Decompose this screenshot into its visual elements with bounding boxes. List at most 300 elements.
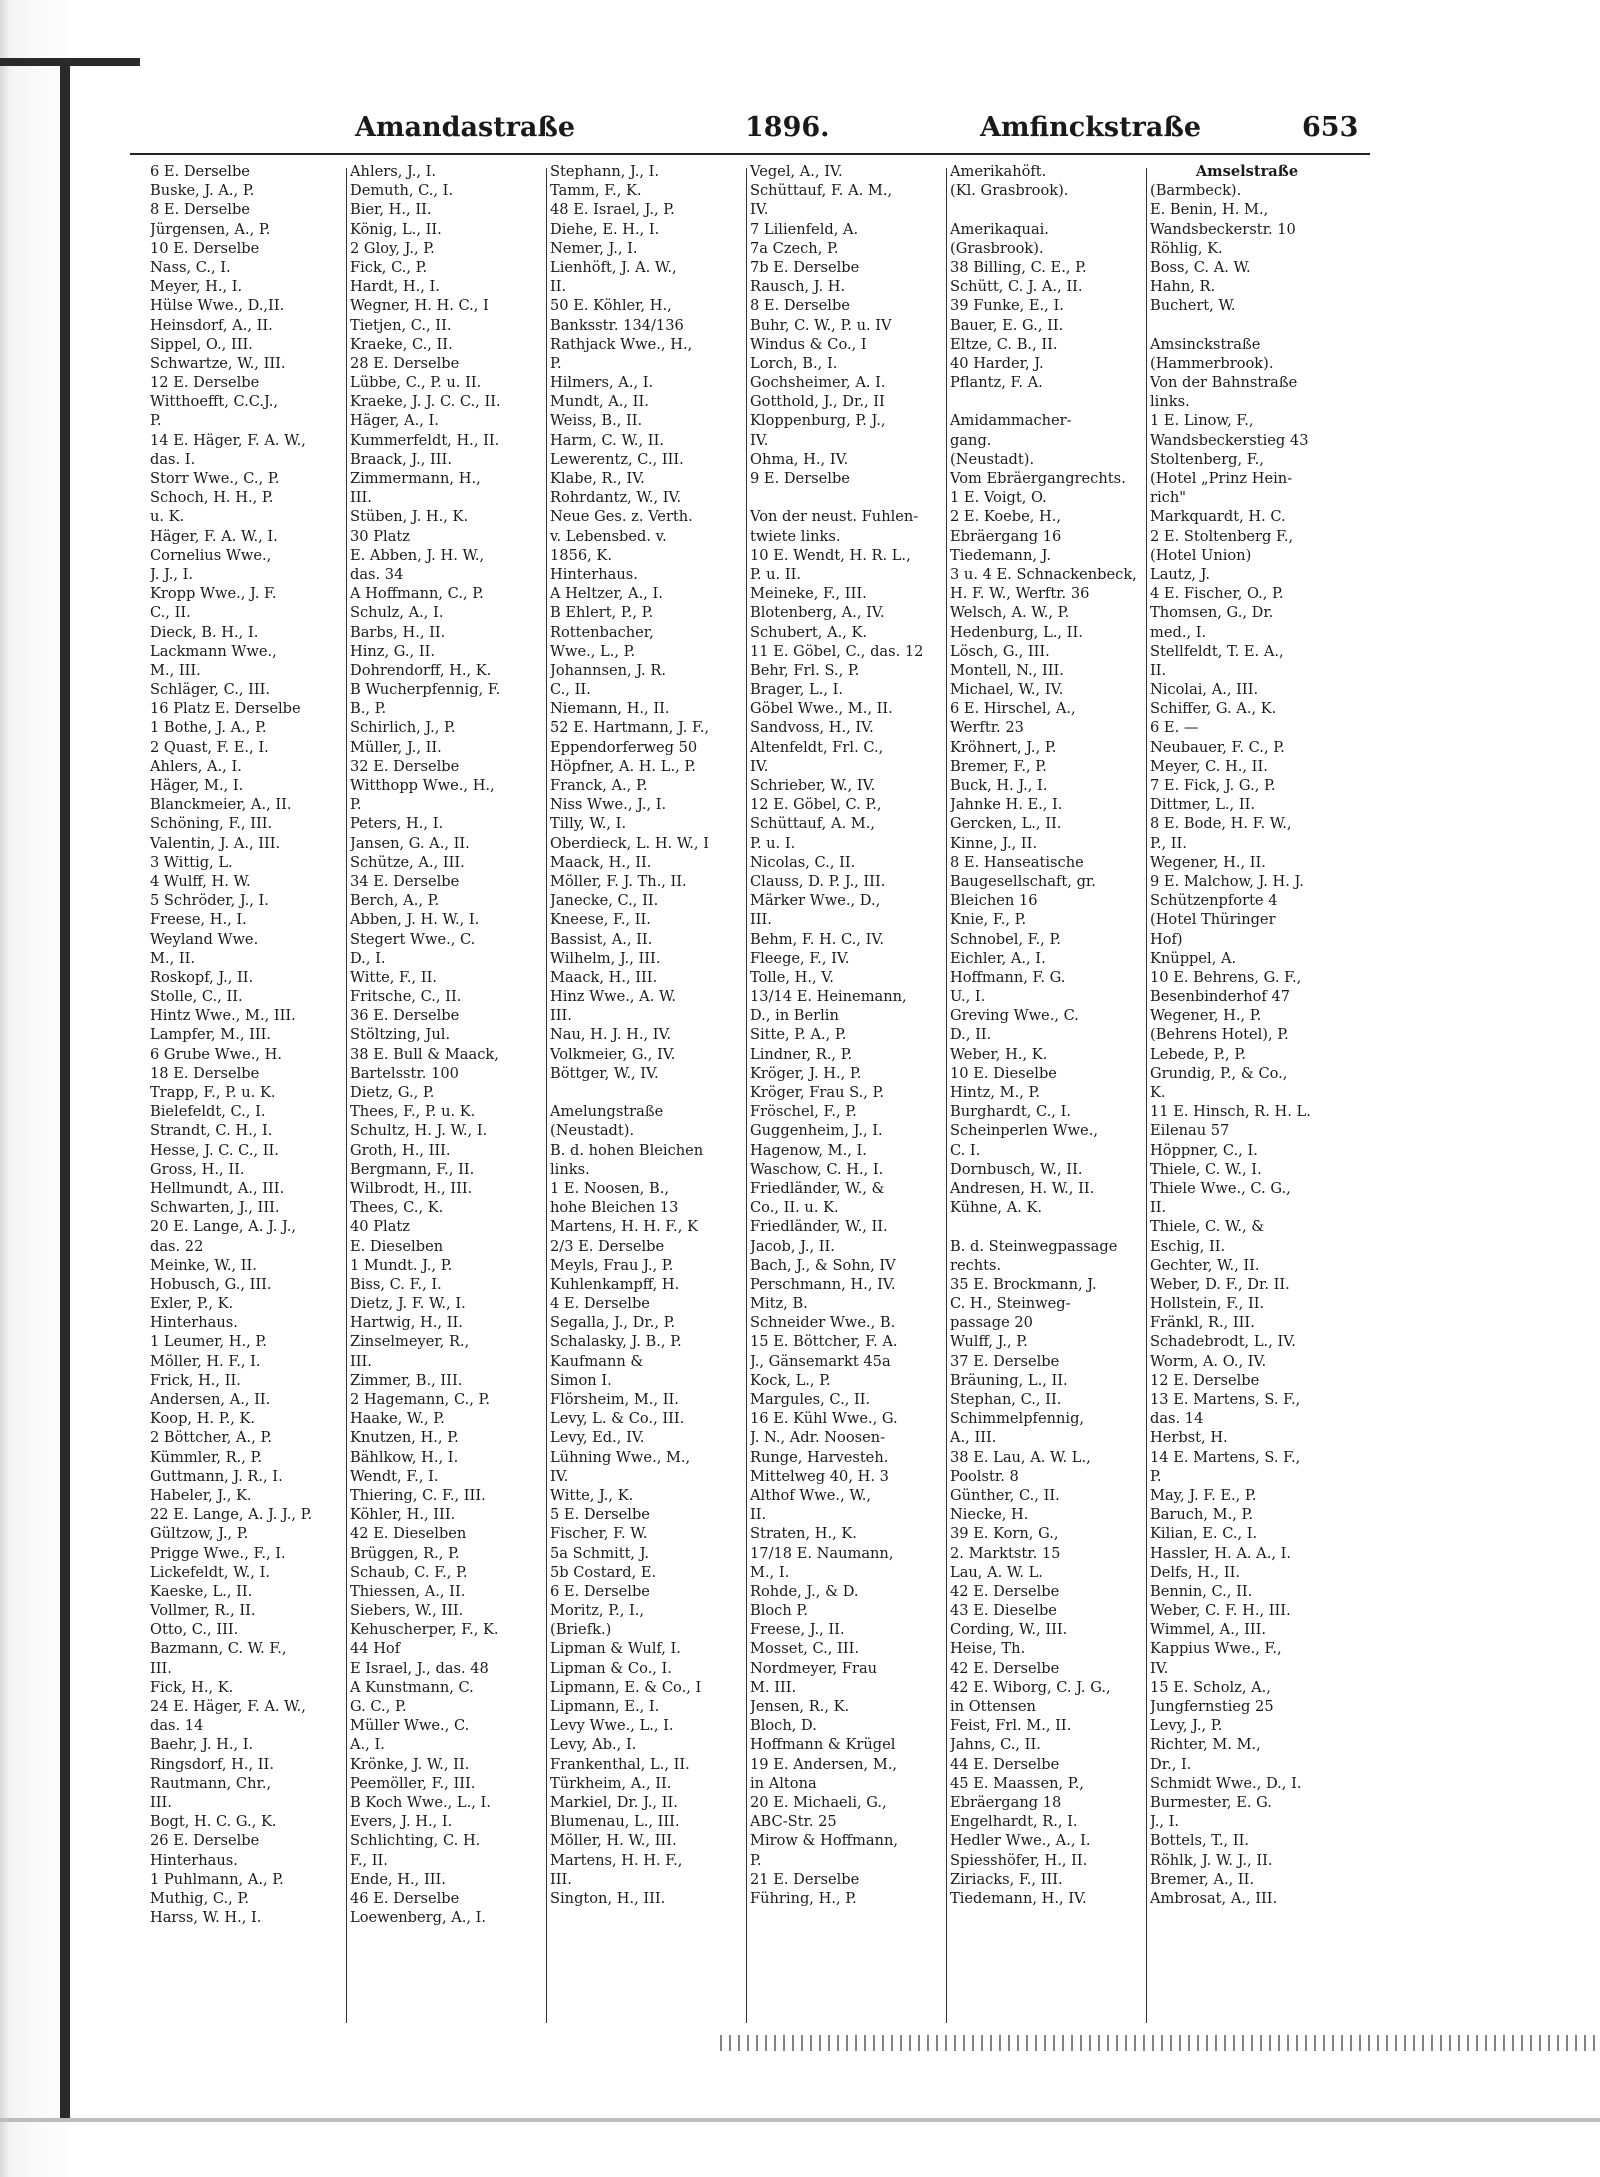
directory-entry-line: 39 Funke, E., I. — [950, 297, 1064, 315]
directory-entry-line: Waschow, C. H., I. — [750, 1160, 884, 1178]
directory-entry-line: (Neustadt). — [550, 1122, 635, 1140]
scan-bottom-edge — [0, 2118, 1600, 2122]
directory-entry-line: Häger, F. A. W., I. — [150, 527, 278, 545]
directory-entry-line: K. — [1150, 1084, 1166, 1101]
directory-entry-line: Trapp, F., P. u. K. — [150, 1084, 276, 1101]
directory-entry-line: 12 E. Derselbe — [1150, 1371, 1260, 1389]
header-year: 1896. — [745, 112, 830, 143]
directory-entry-line: 46 E. Derselbe — [350, 1889, 460, 1907]
directory-entry-line — [750, 488, 944, 507]
directory-entry-line: 15 E. Böttcher, F. A. — [750, 1333, 898, 1351]
directory-entry-line: Volkmeier, G., IV. — [550, 1045, 676, 1063]
directory-entry-line: Baugesellschaft, gr. — [950, 872, 1096, 890]
directory-entry-line: Peters, H., I. — [350, 815, 444, 833]
directory-entry-line: Knie, F., P. — [950, 911, 1027, 929]
directory-entry-line: Wegener, H., II. — [1150, 853, 1266, 871]
directory-entry-line: Kraeke, C., II. — [350, 335, 453, 353]
directory-entry-line: Bennin, C., II. — [1150, 1582, 1253, 1600]
directory-entry-line: Neubauer, F. C., P. — [1150, 738, 1285, 756]
directory-entry-line: Hedler Wwe., A., I. — [950, 1832, 1091, 1850]
directory-entry-line: 2 Hagemann, C., P. — [350, 1391, 491, 1408]
directory-entry-line: Flörsheim, M., II. — [550, 1391, 679, 1408]
directory-entry-line: Bielefeldt, C., I. — [150, 1103, 266, 1121]
directory-entry-line: Guggenheim, J., I. — [750, 1122, 883, 1140]
directory-entry-line: Stephann, J., I. — [550, 163, 660, 180]
directory-entry-line: A Heltzer, A., I. — [550, 585, 663, 603]
directory-entry-line: Maack, H., III. — [550, 968, 658, 986]
directory-entry-line: Johannsen, J. R. — [550, 661, 666, 679]
directory-entry-line: Wegener, H., P. — [1150, 1007, 1262, 1025]
directory-entry-line: Andresen, H. W., II. — [950, 1179, 1095, 1197]
directory-entry-line: Lipman & Co., I. — [550, 1659, 672, 1677]
directory-entry-line: A Hoffmann, C., P. — [350, 585, 484, 603]
directory-entry-line: Wimmel, A., III. — [1150, 1621, 1267, 1639]
directory-entry-line: P. — [750, 1851, 762, 1869]
directory-entry-line: Fränkl, R., III. — [1150, 1314, 1255, 1332]
directory-entry-line: 11 E. Hinsch, R. H. L. — [1150, 1103, 1311, 1121]
directory-entry-line: Krönke, J. W., II. — [350, 1755, 470, 1773]
directory-entry-line: Lipmann, E. & Co., I — [550, 1678, 702, 1696]
directory-entry-line: Brüggen, R., P. — [350, 1544, 460, 1562]
directory-entry-line: J. N., Adr. Noosen- — [750, 1429, 886, 1447]
directory-entry-line: Altenfeldt, Frl. C., — [750, 738, 884, 756]
directory-entry-line: 6 E. Derselbe — [550, 1582, 650, 1600]
directory-entry-line: 14 E. Häger, F. A. W., — [150, 431, 306, 449]
directory-entry-line: Ebräergang 18 — [950, 1793, 1062, 1811]
directory-entry-line: 2 E. Koebe, H., — [950, 508, 1062, 526]
directory-entry-line: Koop, H. P., K. — [150, 1410, 256, 1428]
directory-entry-line: F., II. — [350, 1851, 388, 1869]
directory-entry-line: Stegert Wwe., C. — [350, 930, 476, 948]
directory-entry-line: Dietz, G., P. — [350, 1084, 435, 1101]
directory-entry-line: Stellfeldt, T. E. A., — [1150, 642, 1284, 660]
directory-entry-line: 6 Grube Wwe., H. — [150, 1045, 282, 1063]
directory-entry-line: Niemann, H., II. — [550, 700, 670, 718]
directory-entry-line: 1 Leumer, H., P. — [150, 1333, 267, 1351]
directory-entry-line: 8 E. Bode, H. F. W., — [1150, 815, 1292, 833]
directory-entry-line: (Kl. Grasbrook). — [950, 182, 1069, 200]
directory-entry-line: Bier, H., II. — [350, 201, 432, 219]
directory-entry-line: Amidammacher- — [950, 412, 1072, 430]
directory-entry-line: IV. — [1150, 1659, 1169, 1677]
directory-entry-line: D., in Berlin — [750, 1007, 839, 1025]
directory-entry-line: Bach, J., & Sohn, IV — [750, 1256, 896, 1274]
directory-entry-line: Bremer, A., II. — [1150, 1870, 1255, 1888]
directory-entry-line: H. F. W., Werftr. 36 — [950, 585, 1090, 603]
directory-column-6 — [1150, 162, 1344, 2042]
directory-entry-line: Schaub, C. F., P. — [350, 1563, 468, 1581]
directory-entry-line: Lampfer, M., III. — [150, 1026, 272, 1044]
directory-entry-line: ABC-Str. 25 — [750, 1813, 837, 1831]
directory-entry-line: Hinterhaus. — [550, 565, 638, 583]
directory-entry-line: P., II. — [1150, 834, 1187, 852]
directory-entry-line: Höppner, C., I. — [1150, 1141, 1258, 1159]
directory-entry-line: Heise, Th. — [950, 1640, 1026, 1658]
directory-entry-line: 7 Lilienfeld, A. — [750, 220, 859, 238]
directory-entry-line: Vom Ebräergangrechts. — [950, 470, 1126, 487]
directory-entry-line: das. 34 — [350, 565, 404, 583]
directory-entry-line: Poolstr. 8 — [950, 1467, 1019, 1485]
directory-entry-line: Schüttauf, F. A. M., — [750, 182, 893, 200]
directory-entry-line: Besenbinderhof 47 — [1150, 988, 1291, 1006]
directory-entry-line: 38 E. Lau, A. W. L., — [950, 1448, 1091, 1466]
directory-entry-line: Göbel Wwe., M., II. — [750, 700, 893, 718]
directory-entry-line: Fleege, F., IV. — [750, 949, 850, 967]
directory-entry-line: A Kunstmann, C. — [350, 1678, 474, 1696]
directory-entry-line: Lindner, R., P. — [750, 1045, 853, 1063]
directory-entry-line: 1 E. Noosen, B., — [550, 1179, 670, 1197]
directory-entry-line: Wilbrodt, H., III. — [350, 1179, 473, 1197]
directory-entry-line: Oberdieck, L. H. W., I — [550, 834, 709, 852]
directory-entry-line: Wandsbeckerstieg 43 — [1150, 431, 1309, 449]
directory-entry-line: 13/14 E. Heinemann, — [750, 988, 907, 1006]
directory-column-2 — [350, 162, 544, 2042]
directory-entry-line: III. — [550, 1007, 572, 1025]
directory-entry-line: Eichler, A., I. — [950, 949, 1046, 967]
directory-entry-line: Fritsche, C., II. — [350, 988, 462, 1006]
directory-entry-line: Hardt, H., I. — [350, 278, 440, 296]
directory-entry-line: 38 E. Bull & Maack, — [350, 1045, 499, 1063]
directory-entry-line: Gross, H., II. — [150, 1160, 245, 1178]
directory-entry-line: 2 E. Stoltenberg F., — [1150, 527, 1294, 545]
directory-entry-line: Türkheim, A., II. — [550, 1774, 672, 1792]
directory-entry-line: Nass, C., I. — [150, 258, 231, 276]
directory-entry-line: 28 E. Derselbe — [350, 354, 460, 372]
directory-entry-line: Lipmann, E., I. — [550, 1698, 660, 1715]
directory-entry-line: 9 E. Malchow, J. H. J. — [1150, 872, 1304, 890]
directory-entry-line: 45 E. Maassen, P., — [950, 1774, 1084, 1792]
directory-entry-line: Levy, J., P. — [1150, 1717, 1223, 1735]
directory-entry-line: Blumenau, L., III. — [550, 1813, 680, 1831]
directory-entry-line: Segalla, J., Dr., P. — [550, 1314, 676, 1332]
directory-entry-line: 4 E. Fischer, O., P. — [1150, 585, 1284, 603]
directory-entry-line: III. — [350, 1352, 372, 1370]
directory-entry-line: Rathjack Wwe., H., — [550, 335, 693, 353]
directory-entry-line: Thiele, C. W., I. — [1150, 1160, 1262, 1178]
directory-entry-line: 26 E. Derselbe — [150, 1832, 260, 1850]
directory-entry-line: Bassist, A., II. — [550, 930, 653, 948]
directory-entry-line: Schneider Wwe., B. — [750, 1314, 896, 1332]
directory-entry-line: J., Gänsemarkt 45a — [750, 1352, 891, 1370]
directory-entry-line: Demuth, C., I. — [350, 182, 454, 200]
directory-entry-line: links. — [550, 1160, 590, 1178]
directory-entry-line: Friedländer, W., & — [750, 1179, 885, 1197]
directory-entry-line: Eschig, II. — [1150, 1237, 1226, 1255]
directory-entry-line: III. — [750, 911, 772, 929]
directory-entry-line: Bogt, H. C. G., K. — [150, 1813, 277, 1831]
directory-entry-line: Friedländer, W., II. — [750, 1218, 888, 1236]
directory-entry-line: Levy, L. & Co., III. — [550, 1410, 685, 1428]
directory-entry-line: B. d. hohen Bleichen — [550, 1141, 704, 1159]
directory-entry-line: 30 Platz — [350, 527, 410, 545]
directory-entry-line: Günther, C., II. — [950, 1486, 1060, 1504]
directory-entry-line: Ahlers, J., I. — [350, 163, 437, 180]
directory-entry-line: III. — [150, 1659, 172, 1677]
directory-entry-line: Niecke, H. — [950, 1506, 1029, 1524]
directory-entry-line: Evers, J. H., I. — [350, 1813, 453, 1831]
directory-entry-line: B Ehlert, P., P. — [550, 604, 654, 622]
directory-entry-line: P. — [1150, 1467, 1162, 1485]
directory-entry-line: Schütt, C. J. A., II. — [950, 278, 1083, 296]
directory-entry-line: (Neustadt). — [950, 450, 1035, 468]
directory-entry-line: Jensen, R., K. — [750, 1698, 850, 1715]
directory-entry-line: Amerikaquai. — [950, 220, 1049, 238]
directory-entry-line: Simon I. — [550, 1371, 612, 1389]
directory-entry-line: 15 E. Scholz, A., — [1150, 1678, 1271, 1696]
directory-entry-line: Lübbe, C., P. u. II. — [350, 374, 482, 392]
directory-entry-line: Margules, C., II. — [750, 1391, 871, 1408]
directory-entry-line: Loewenberg, A., I. — [350, 1909, 487, 1927]
directory-entry-line: Lühning Wwe., M., — [550, 1448, 691, 1466]
directory-entry-line: IV. — [750, 201, 769, 219]
directory-entry-line: Schöning, F., III. — [150, 815, 273, 833]
directory-entry-line: Thiele, C. W., & — [1150, 1218, 1265, 1236]
directory-entry-line: Stüben, J. H., K. — [350, 508, 469, 526]
directory-entry-line: 19 E. Andersen, M., — [750, 1755, 898, 1773]
directory-entry-line: Bartelsstr. 100 — [350, 1064, 459, 1082]
directory-entry-line: Habeler, J., K. — [150, 1486, 252, 1504]
directory-entry-line: Hülse Wwe., D.,II. — [150, 297, 285, 315]
directory-entry-line: E Israel, J., das. 48 — [350, 1659, 489, 1677]
directory-entry-line: Grundig, P., & Co., — [1150, 1064, 1288, 1082]
directory-entry-line: C. I. — [950, 1141, 981, 1159]
directory-entry-line: das. 14 — [1150, 1410, 1204, 1428]
directory-entry-line: Hesse, J. C. C., II. — [150, 1141, 279, 1159]
directory-entry-line: Meyer, H., I. — [150, 278, 243, 296]
directory-entry-line: 37 E. Derselbe — [950, 1352, 1060, 1370]
directory-entry-line: C., II. — [150, 604, 191, 622]
directory-entry-line: Stolle, C., II. — [150, 988, 243, 1006]
directory-entry-line: 10 E. Behrens, G. F., — [1150, 968, 1302, 986]
directory-entry-line: 10 E. Dieselbe — [950, 1064, 1057, 1082]
directory-entry-line: Amerikahöft. — [950, 163, 1047, 180]
directory-entry-line: Lautz, J. — [1150, 565, 1210, 583]
directory-entry-line: Mittelweg 40, H. 3 — [750, 1467, 889, 1485]
directory-entry-line: IV. — [750, 431, 769, 449]
directory-entry-line: Hedenburg, L., II. — [950, 623, 1083, 641]
directory-entry-line: 2/3 E. Derselbe — [550, 1237, 665, 1255]
directory-entry-line: das. 14 — [150, 1717, 204, 1735]
directory-entry-line: 2. Marktstr. 15 — [950, 1544, 1061, 1562]
directory-entry-line: hohe Bleichen 13 — [550, 1199, 679, 1217]
directory-entry-line: Hartwig, H., II. — [350, 1314, 463, 1332]
directory-entry-line: Müller Wwe., C. — [350, 1717, 470, 1735]
directory-entry-line: Fischer, F. W. — [550, 1525, 648, 1543]
directory-entry-line: Banksstr. 134/136 — [550, 316, 684, 334]
directory-entry-line: Delfs, H., II. — [1150, 1563, 1240, 1581]
directory-entry-line: 50 E. Köhler, H., — [550, 297, 672, 315]
directory-entry-line: Kümmler, R., P. — [150, 1448, 263, 1466]
directory-entry-line — [950, 1217, 1144, 1236]
directory-entry-line: Fick, C., P. — [350, 258, 428, 276]
directory-entry-line: Worm, A. O., IV. — [1150, 1352, 1267, 1370]
directory-entry-line: Schalasky, J. B., P. — [550, 1333, 682, 1351]
directory-entry-line: Fröschel, F., P. — [750, 1103, 857, 1121]
directory-entry-line: Markiel, Dr. J., II. — [550, 1793, 678, 1811]
directory-entry-line: P. u. I. — [750, 834, 796, 852]
directory-entry-line: Lorch, B., I. — [750, 354, 838, 372]
directory-entry-line: 3 Wittig, L. — [150, 853, 233, 871]
directory-entry-line: Jacob, J., II. — [750, 1237, 835, 1255]
directory-entry-line: 12 E. Derselbe — [150, 374, 260, 392]
directory-entry-line: Frick, H., II. — [150, 1371, 241, 1389]
directory-entry-line: Höpfner, A. H. L., P. — [550, 757, 696, 775]
directory-entry-line: M. III. — [750, 1678, 797, 1696]
directory-entry-line: Kaeske, L., II. — [150, 1582, 253, 1600]
directory-entry-line: Zimmermann, H., — [350, 470, 481, 487]
directory-entry-line: 16 E. Kühl Wwe., G. — [750, 1410, 898, 1428]
directory-entry-line: Thees, C., K. — [350, 1199, 444, 1217]
directory-entry-line: Herbst, H. — [1150, 1429, 1228, 1447]
directory-entry-line: P. — [350, 796, 362, 814]
directory-entry-line: Lösch, G., III. — [950, 642, 1050, 660]
directory-entry-line: Meinke, W., II. — [150, 1256, 257, 1274]
directory-entry-line: Braack, J., III. — [350, 450, 452, 468]
directory-entry-line: Cornelius Wwe., — [150, 546, 272, 564]
directory-entry-line: 7b E. Derselbe — [750, 258, 860, 276]
directory-entry-line: Bählkow, H., I. — [350, 1448, 459, 1466]
directory-entry-line: Richter, M. M., — [1150, 1736, 1261, 1754]
directory-entry-line: Köhler, H., III. — [350, 1506, 456, 1524]
directory-entry-line: Freese, J., II. — [750, 1621, 845, 1639]
directory-entry-line: Schlichting, C. H. — [350, 1832, 481, 1850]
directory-entry-line: Schwarten, J., III. — [150, 1199, 280, 1217]
directory-entry-line: Hilmers, A., I. — [550, 374, 654, 392]
directory-column-4 — [750, 162, 944, 2042]
directory-entry-line: Kloppenburg, P. J., — [750, 412, 886, 430]
directory-entry-line: Jahns, C., II. — [950, 1736, 1041, 1754]
directory-entry-line: Michael, W., IV. — [950, 681, 1064, 699]
directory-entry-line: (Grasbrook). — [950, 239, 1044, 257]
directory-entry-line: Rohde, J., & D. — [750, 1582, 859, 1600]
directory-entry-line: Tiedemann, J. — [950, 546, 1051, 564]
directory-entry-line: Möller, H. W., III. — [550, 1832, 677, 1850]
directory-entry-line: Hintz Wwe., M., III. — [150, 1007, 296, 1025]
directory-entry-line: Kühne, A. K. — [950, 1199, 1043, 1217]
directory-entry-line: Kilian, E. C., I. — [1150, 1525, 1258, 1543]
directory-entry-line: Kummerfeldt, H., II. — [350, 431, 500, 449]
directory-entry-line: 14 E. Martens, S. F., — [1150, 1448, 1301, 1466]
directory-entry-line: 39 E. Korn, G., — [950, 1525, 1059, 1543]
directory-entry-line: Thiessen, A., II. — [350, 1582, 466, 1600]
directory-entry-line: Kröger, Frau S., P. — [750, 1084, 885, 1101]
directory-entry-line: Nemer, J., I. — [550, 239, 638, 257]
directory-entry-line: Schadebrodt, L., IV. — [1150, 1333, 1296, 1351]
directory-entry-line — [950, 392, 1144, 411]
directory-entry-line: 42 E. Derselbe — [950, 1659, 1060, 1677]
directory-entry-line: Prigge Wwe., F., I. — [150, 1544, 286, 1562]
directory-entry-line: Knüppel, A. — [1150, 949, 1237, 967]
directory-entry-line: Hof) — [1150, 930, 1183, 948]
directory-entry-line: Dieck, B. H., I. — [150, 623, 259, 641]
directory-entry-line: J., I. — [1150, 1813, 1180, 1831]
directory-entry-line: G. C., P. — [350, 1698, 407, 1715]
directory-entry-line: Thiele Wwe., C. G., — [1150, 1179, 1291, 1197]
directory-entry-line: Exler, P., K. — [150, 1295, 234, 1313]
directory-entry-line — [950, 200, 1144, 219]
directory-entry-line: Freese, H., I. — [150, 911, 247, 929]
directory-entry-line: Althof Wwe., W., — [750, 1486, 872, 1504]
directory-entry-line: Neue Ges. z. Verth. — [550, 508, 693, 526]
directory-entry-line: 1 Puhlmann, A., P. — [150, 1870, 284, 1888]
directory-entry-line: 5b Costard, E. — [550, 1563, 657, 1581]
directory-columns — [150, 162, 1350, 2042]
directory-entry-line: Buchert, W. — [1150, 297, 1236, 315]
directory-entry-line: Markquardt, H. C. — [1150, 508, 1286, 526]
directory-entry-line: Peemöller, F., III. — [350, 1774, 476, 1792]
scan-footer-marks — [720, 2035, 1600, 2051]
directory-entry-line: Feist, Frl. M., II. — [950, 1717, 1072, 1735]
directory-entry-line: Häger, A., I. — [350, 412, 439, 430]
directory-entry-line: Amsinckstraße — [1150, 335, 1261, 353]
directory-entry-line: 10 E. Wendt, H. R. L., — [750, 546, 911, 564]
column-divider — [346, 168, 347, 2023]
column-divider — [946, 168, 947, 2023]
directory-entry-line: Witte, F., II. — [350, 968, 437, 986]
directory-entry-line: Witte, J., K. — [550, 1486, 634, 1504]
directory-entry-line: Hollstein, F., II. — [1150, 1295, 1265, 1313]
directory-entry-line: Gochsheimer, A. I. — [750, 374, 886, 392]
directory-entry-line: Straten, H., K. — [750, 1525, 857, 1543]
directory-entry-line: (Briefk.) — [550, 1621, 612, 1639]
directory-entry-line: Meyer, C. H., II. — [1150, 757, 1268, 775]
directory-entry-line: 34 E. Derselbe — [350, 872, 460, 890]
directory-entry-line: 6 E. Derselbe — [150, 163, 250, 180]
directory-entry-line: Rautmann, Chr., — [150, 1774, 272, 1792]
directory-entry-line: Zimmer, B., III. — [350, 1371, 463, 1389]
directory-entry-line: Abben, J. H. W., I. — [350, 911, 480, 929]
directory-entry-line: Hahn, R. — [1150, 278, 1216, 296]
directory-entry-line: u. K. — [150, 508, 185, 526]
directory-entry-line: Biss, C. F., I. — [350, 1275, 442, 1293]
directory-entry-line: 10 E. Derselbe — [150, 239, 260, 257]
directory-entry-line: M., III. — [150, 661, 201, 679]
directory-entry-line: Kehuscherper, F., K. — [350, 1621, 499, 1639]
directory-entry-line: Barbs, H., II. — [350, 623, 446, 641]
directory-entry-line: IV. — [550, 1467, 569, 1485]
directory-entry-line: Nordmeyer, Frau — [750, 1659, 878, 1677]
directory-entry-line: Schultz, H. J. W., I. — [350, 1122, 488, 1140]
directory-entry-line: Ringsdorf, H., II. — [150, 1755, 274, 1773]
directory-entry-line: U., I. — [950, 988, 986, 1006]
directory-entry-line: 48 E. Israel, J., P. — [550, 201, 675, 219]
directory-entry-line: Blanckmeier, A., II. — [150, 796, 292, 814]
directory-entry-line: 44 Hof — [350, 1640, 401, 1658]
directory-entry-line: Jürgensen, A., P. — [150, 220, 271, 238]
directory-entry-line: Dittmer, L., II. — [1150, 796, 1255, 814]
directory-entry-line: Bazmann, C. W. F., — [150, 1640, 287, 1658]
directory-entry-line: Röhlig, K. — [1150, 239, 1223, 257]
directory-entry-line: Stöltzing, Jul. — [350, 1026, 451, 1044]
directory-entry-line: Klabe, R., IV. — [550, 470, 645, 487]
directory-entry-line: (Hotel Union) — [1150, 546, 1252, 564]
directory-entry-line: Wandsbeckerstr. 10 — [1150, 220, 1296, 238]
scan-binding-shadow — [60, 60, 70, 2120]
directory-entry-line: Spiesshöfer, H., II. — [950, 1851, 1088, 1869]
directory-entry-line: 38 Billing, C. E., P. — [950, 258, 1087, 276]
directory-entry-line: Von der Bahnstraße — [1150, 374, 1298, 392]
directory-entry-line: Buske, J. A., P. — [150, 182, 255, 200]
directory-entry-line: B. d. Steinwegpassage — [950, 1237, 1118, 1255]
directory-entry-line: Schwartze, W., III. — [150, 354, 286, 372]
directory-entry-line: 8 E. Derselbe — [750, 297, 850, 315]
directory-entry-line: Behr, Frl. S., P. — [750, 661, 860, 679]
directory-entry-line: Montell, N., III. — [950, 661, 1064, 679]
directory-entry-line: Tolle, H., V. — [750, 968, 834, 986]
directory-entry-line: Harm, C. W., II. — [550, 431, 664, 449]
directory-entry-line: Knutzen, H., P. — [350, 1429, 459, 1447]
directory-entry-line: 40 Harder, J. — [950, 354, 1044, 372]
